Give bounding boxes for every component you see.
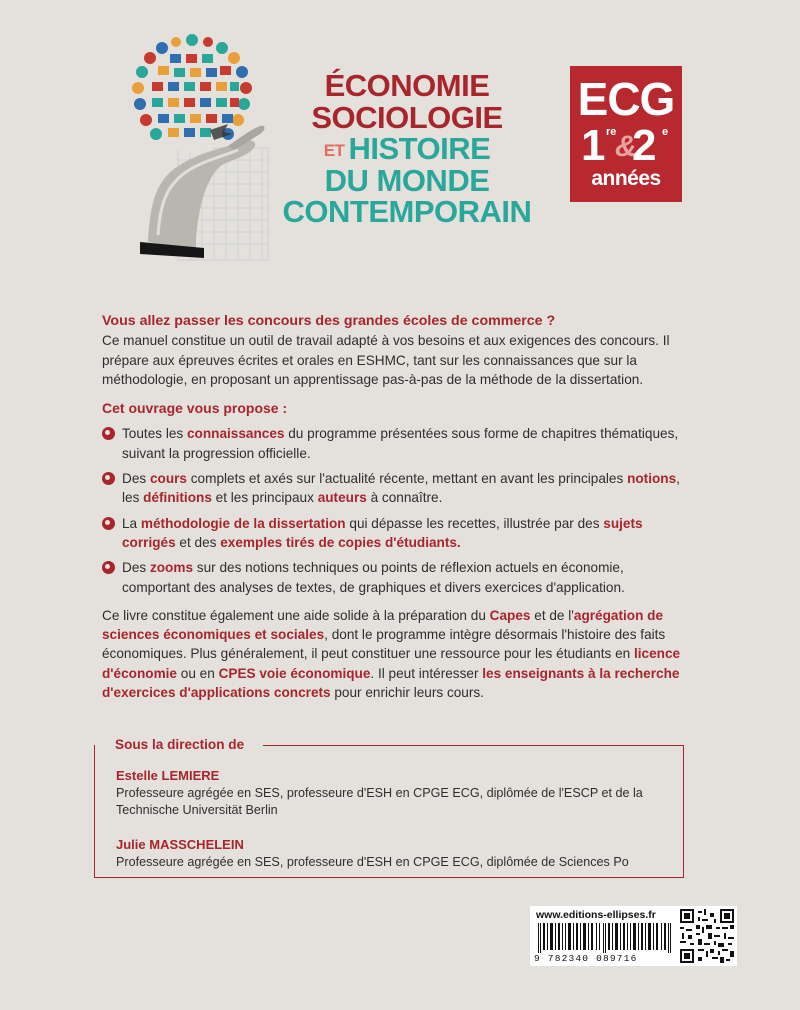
title-histoire: HISTOIRE <box>348 131 491 167</box>
title-sociologie: SOCIOLOGIE <box>311 99 503 135</box>
offer-item-cours: Des cours complets et axés sur l'actualité récente, mettant en avant les principales notions, les définitions et les principaux auteurs à connaître. <box>102 469 688 508</box>
author-1-bio: Professeure agrégée en SES, professeure d'ESH en CPGE ECG, diplômée de l'ESCP et de la Technische Universität Berlin <box>116 785 643 817</box>
book-title <box>262 70 552 228</box>
barcode-icon <box>536 923 674 953</box>
ecg-badge <box>570 66 682 202</box>
badge-first: 1 <box>581 121 606 170</box>
qr-code-icon <box>680 909 734 963</box>
author-2-bio: Professeure agrégée en SES, professeure d'ESH en CPGE ECG, diplômée de Sciences Po <box>116 854 629 869</box>
isbn-number: 9 782340 089716 <box>534 953 638 964</box>
divider <box>263 745 684 746</box>
offer-item-methodologie: La méthodologie de la dissertation qui dépasse les recettes, illustrée par des sujets corrigés et des exemples tirés de copies d'étudiants. <box>102 514 688 553</box>
badge-second-sup: e <box>662 126 669 138</box>
badge-second: 2 <box>632 121 657 170</box>
bullet-icon <box>102 517 115 530</box>
intro-question: Vous allez passer les concours des grandes écoles de commerce ? <box>102 313 556 329</box>
author-2 <box>116 836 676 871</box>
badge-first-sup: re <box>606 126 617 138</box>
publisher-url: www.editions-ellipses.fr <box>536 909 656 921</box>
offer-item-connaissances: Toutes les connaissances du programme présentées sous forme de chapitres thématiques, suivant la progression officielle. <box>102 424 688 463</box>
title-economie: ÉCONOMIE <box>324 68 490 103</box>
direction-heading: Sous la direction de <box>115 737 252 752</box>
title-et: ET <box>323 141 345 161</box>
cover-illustration <box>100 30 275 275</box>
title-contemporain: CONTEMPORAIN <box>282 194 532 230</box>
back-cover-text <box>102 312 688 702</box>
bullet-icon <box>102 427 115 440</box>
badge-annees: années <box>591 167 661 190</box>
barcode-panel <box>530 906 737 966</box>
offer-heading: Cet ouvrage vous propose : <box>102 400 288 417</box>
badge-years <box>570 122 682 170</box>
title-histoire-line <box>262 133 552 165</box>
title-du-monde: DU MONDE <box>324 162 490 198</box>
author-1-name: Estelle LEMIERE <box>116 768 220 783</box>
badge-amp: & <box>615 130 637 163</box>
bullet-icon <box>102 472 115 485</box>
audience-paragraph: Ce livre constitue également une aide solide à la préparation du Capes et de l'agrégation de sciences économiques et sociales, dont le programme intègre désormais l'histoire des faits économiques. Plus généralement, il peut constituer une ressource pour les étudiants en licence d'économie ou en CPES voie économique. Il peut intéresser les enseignants à la recherche d'exercices d'applications concrets pour enrichir leurs cours. <box>102 607 681 701</box>
intro-text: Ce manuel constitue un outil de travail adapté à vos besoins et aux exigences des concours. Il prépare aux épreuves écrites et orales en ESHMC, tant sur les connaissances que sur la méthodologie, en proposant un apprentissage pas-à-pas de la méthode de la dissertation. <box>102 333 670 387</box>
bullet-icon <box>102 561 115 574</box>
author-2-name: Julie MASSCHELEIN <box>116 837 244 852</box>
direction-box <box>94 737 684 878</box>
badge-ecg: ECG <box>577 73 675 125</box>
offer-item-zooms: Des zooms sur des notions techniques ou points de réflexion actuels en économie, comportant des analyses de textes, de graphiques et divers exercices d'application. <box>102 558 688 597</box>
author-1 <box>116 767 676 820</box>
icon-globe <box>132 32 252 152</box>
